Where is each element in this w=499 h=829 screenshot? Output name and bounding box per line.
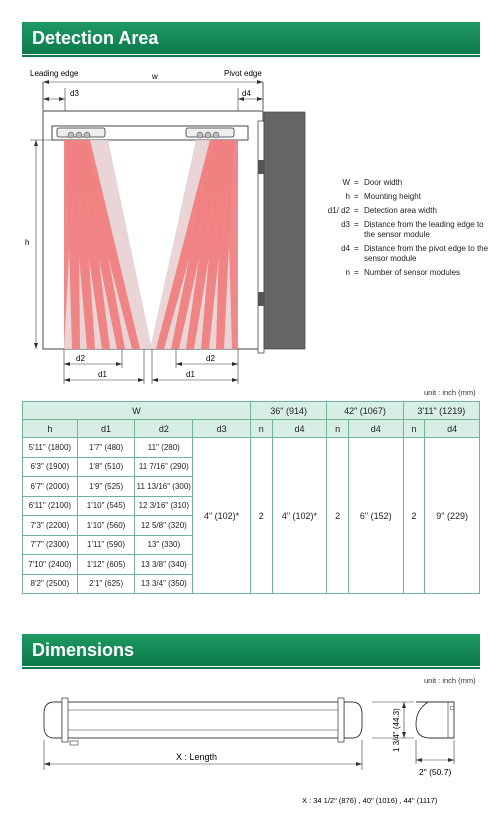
- col-header: h: [23, 420, 78, 438]
- dimensions-title: Dimensions: [32, 640, 135, 660]
- d1-left-label: d1: [98, 370, 107, 379]
- legend-item: d3 = Distance from the leading edge to the sensor module: [341, 220, 484, 239]
- table-row: 7'3" (2200) 1'10" (560) 12 5/8" (320): [23, 516, 480, 536]
- table-row: 6'3" (1900) 1'8" (510) 11 7/16" (290): [23, 457, 480, 477]
- detection-unit: unit : inch (mm): [424, 388, 476, 397]
- d4-value-36: 4" (102)*: [272, 438, 327, 594]
- table-row: 8'2" (2500) 2'1" (625) 13 3/4" (350): [23, 574, 480, 594]
- dimensions-unit: unit : inch (mm): [424, 676, 476, 685]
- d3-value: 4" (102)*: [193, 438, 251, 594]
- dimensions-diagram: [0, 680, 499, 820]
- col-header: n: [403, 420, 425, 438]
- legend-item: n = Number of sensor modules: [345, 268, 461, 277]
- n-value-36: 2: [250, 438, 272, 594]
- d4-label: d4: [242, 89, 251, 98]
- w-header: W: [23, 402, 251, 420]
- col-header: d4: [348, 420, 403, 438]
- legend-item: d1/ d2 = Detection area width: [327, 206, 437, 215]
- legend-item: d4 = Distance from the pivot edge to the sensor module: [341, 244, 489, 263]
- n-value-311: 2: [403, 438, 425, 594]
- table-row: 6'11" (2100) 1'10" (545) 12 3/16" (310): [23, 496, 480, 516]
- d1-right-label: d1: [186, 370, 195, 379]
- sensor-module-right: [186, 128, 234, 138]
- width-header: 42" (1067): [327, 402, 403, 420]
- table-row: 5'11" (1800) 1'7" (480) 11" (280) 4" (102)* 2 4" (102)* 2 6" (152) 2 9" (229): [23, 438, 480, 458]
- col-header: d2: [135, 420, 193, 438]
- col-header: d3: [193, 420, 251, 438]
- d3-label: d3: [70, 89, 79, 98]
- legend: [310, 178, 490, 282]
- sensor-module-left: [57, 128, 105, 138]
- width-header: 36" (914): [250, 402, 326, 420]
- n-value-42: 2: [327, 438, 349, 594]
- col-header: d1: [77, 420, 135, 438]
- leading-edge-label: Leading edge: [30, 69, 79, 78]
- col-header: n: [250, 420, 272, 438]
- width-header: 3'11" (1219): [403, 402, 479, 420]
- length-label: X : Length: [176, 752, 218, 762]
- d4-value-42: 6" (152): [348, 438, 403, 594]
- col-header: d4: [425, 420, 480, 438]
- width-label: 2" (50.7): [419, 767, 452, 777]
- d2-right-label: d2: [206, 354, 215, 363]
- height-label: 1 3/4" (44.3): [392, 708, 401, 752]
- detection-area-title: Detection Area: [32, 28, 159, 48]
- d4-value-311: 9" (229): [425, 438, 480, 594]
- col-header: n: [327, 420, 349, 438]
- table-row: 7'10" (2400) 1'12" (605) 13 3/8" (340): [23, 555, 480, 575]
- col-header: d4: [272, 420, 327, 438]
- d2-left-label: d2: [76, 354, 85, 363]
- spec-table: [22, 401, 480, 594]
- dimensions-header: [22, 634, 480, 666]
- legend-item: W = Door width: [342, 178, 403, 187]
- legend-item: h = Mounting height: [345, 192, 421, 201]
- w-label: w: [152, 72, 158, 81]
- length-footnote: X : 34 1/2" (876) , 40" (1016) , 44" (1117): [302, 796, 438, 805]
- table-row: 7'7" (2300) 1'11" (590) 13" (330): [23, 535, 480, 555]
- pivot-edge-label: Pivot edge: [224, 69, 262, 78]
- h-label: h: [25, 238, 30, 247]
- table-row: 6'7" (2000) 1'9" (525) 11 13/16" (300): [23, 477, 480, 497]
